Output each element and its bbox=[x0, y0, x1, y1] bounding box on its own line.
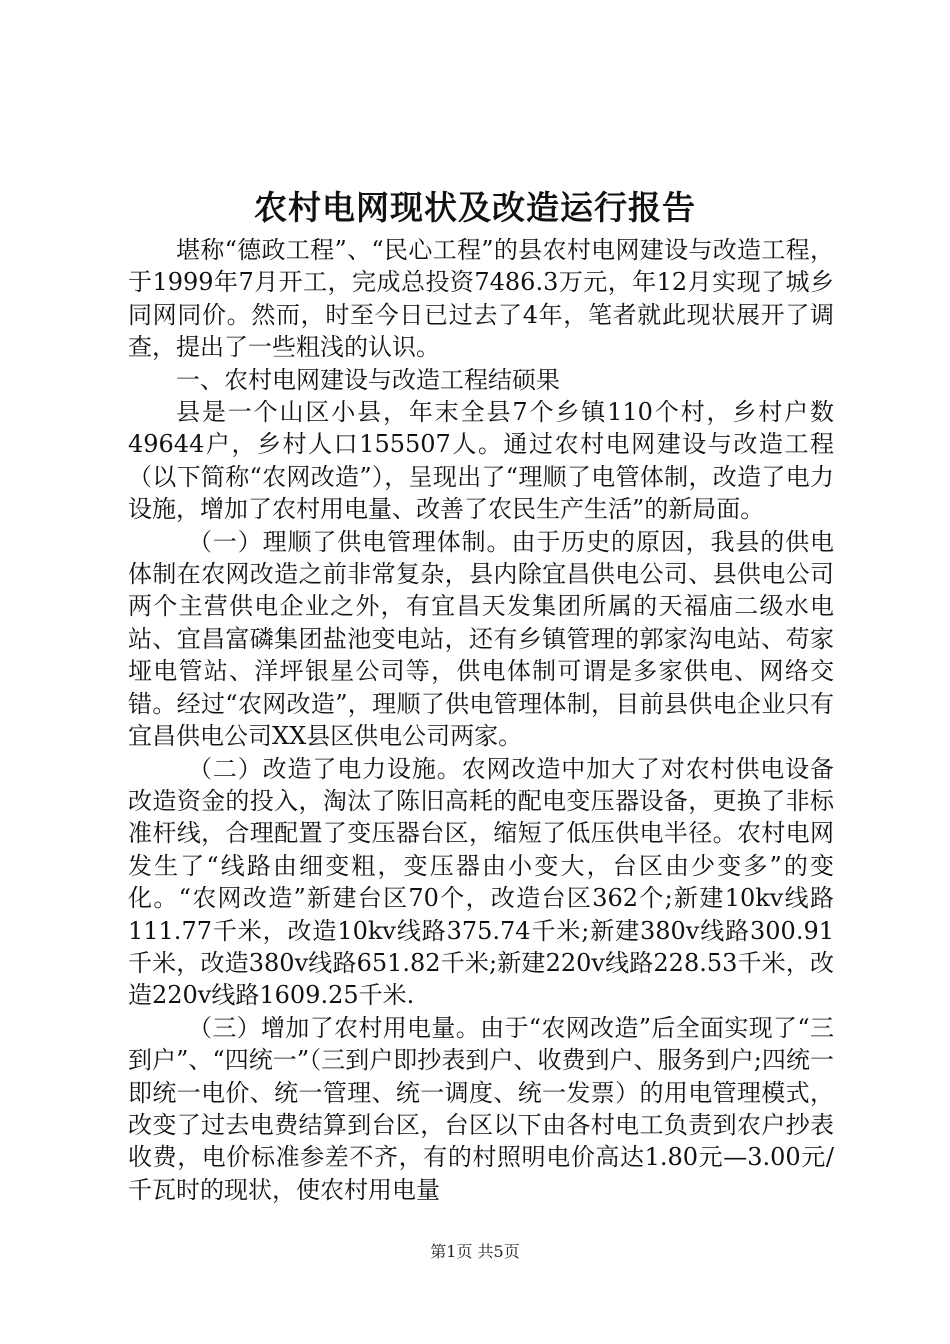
page-footer: 第1页 共5页 bbox=[430, 1242, 520, 1261]
intro-paragraph: 堪称“德政工程”、“民心工程”的县农村电网建设与改造工程，于1999年7月开工，完成总投资7486.3万元，年12月实现了城乡同网同价。然而，时至今日已过去了4年，笔者就此现状展开了调查，提出了一些粗浅的认识。 bbox=[128, 236, 834, 362]
document-title: 农村电网现状及改造运行报告 bbox=[254, 188, 696, 227]
document-body bbox=[128, 234, 834, 1206]
body-paragraph: （二）改造了电力设施。农网改造中加大了对农村供电设备改造资金的投入，淘汰了陈旧高耗的配电变压器设备，更换了非标准杆线，合理配置了变压器台区，缩短了低压供电半径。农村电网发生了“线路由细变粗，变压器由小变大，台区由少变多”的变化。“农网改造”新建台区70个，改造台区362个;新建10kv线路111.77千米，改造10kv线路375.74千米;新建380v线路300.91千米，改造380v线路651.82千米;新建220v线路228.53千米，改造220v线路1609.25千米. bbox=[128, 754, 834, 1010]
body-paragraph: 县是一个山区小县，年末全县7个乡镇110个村，乡村户数49644户，乡村人口155507人。通过农村电网建设与改造工程（以下简称“农网改造”），呈现出了“理顺了电管体制，改造了电力设施，增加了农村用电量、改善了农民生产生活”的新局面。 bbox=[128, 398, 834, 524]
body-paragraph: （三）增加了农村用电量。由于“农网改造”后全面实现了“三到户”、“四统一”（三到户即抄表到户、收费到户、服务到户;四统一即统一电价、统一管理、统一调度、统一发票）的用电管理模式，改变了过去电费结算到台区，台区以下由各村电工负责到农户抄表收费，电价标准参差不齐，有的村照明电价高达1.80元—3.00元/千瓦时的现状，使农村用电量 bbox=[128, 1013, 834, 1204]
section-heading: 一、农村电网建设与改造工程结硕果 bbox=[176, 365, 560, 394]
body-paragraph: （一）理顺了供电管理体制。由于历史的原因，我县的供电体制在农网改造之前非常复杂，县内除宜昌供电公司、县供电公司两个主营供电企业之外，有宜昌天发集团所属的天福庙二级水电站、宜昌富磷集团盐池变电站，还有乡镇管理的郭家沟电站、苟家垭电管站、洋坪银星公司等，供电体制可谓是多家供电、网络交错。经过“农网改造”，理顺了供电管理体制，目前县供电企业只有宜昌供电公司XX县区供电公司两家。 bbox=[128, 527, 834, 751]
